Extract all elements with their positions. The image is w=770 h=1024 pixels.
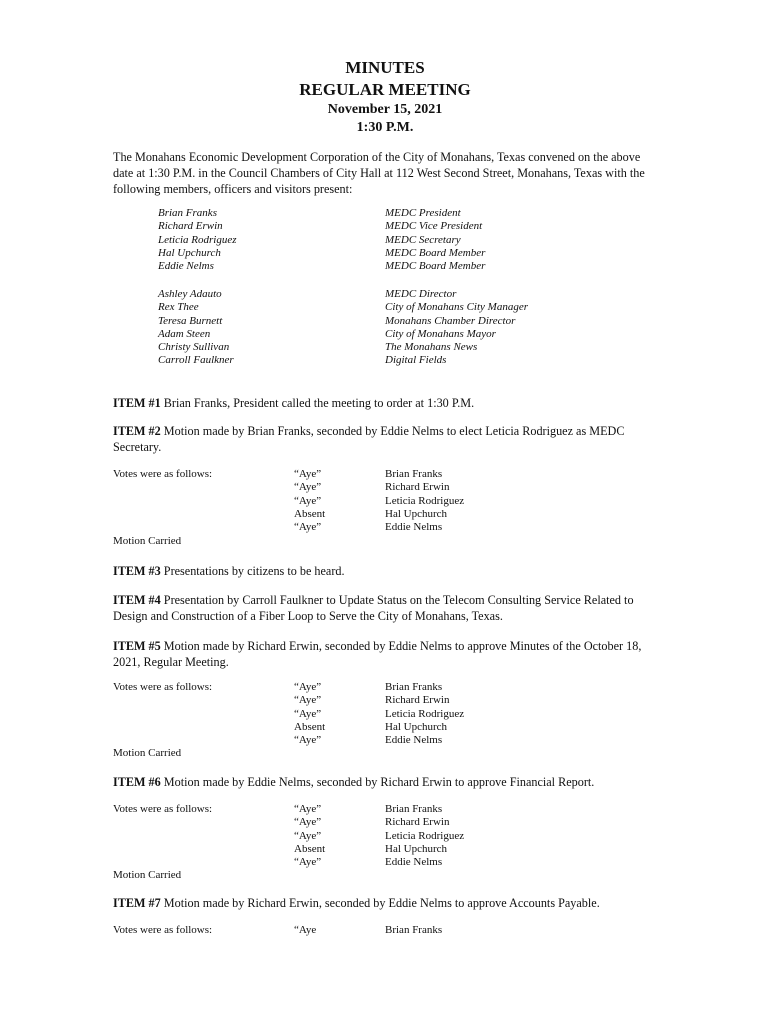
motion-carried: Motion Carried [113,535,182,547]
vote-values [294,803,325,869]
agenda-item-3 [113,563,663,579]
item-text: Motion made by Richard Erwin, seconded by Eddie Nelms to approve Minutes of the October 18, 2021, Regular Meeting. [113,639,642,669]
voter-name: Hal Upchurch [385,507,448,520]
item-label: ITEM #3 [113,564,161,578]
attendee-name: Brian Franks [158,207,217,219]
attendee-role: MEDC Vice President [385,220,483,233]
item-text: Motion made by Brian Franks, seconded by Eddie Nelms to elect Leticia Rodriguez as MEDC Secretary. [113,424,625,454]
voter-name: Richard Erwin [385,816,450,829]
vote-value: “Aye” [294,707,322,720]
vote-value: Absent [294,842,326,855]
vote-value: “Aye” [294,521,322,534]
voter-name: Eddie Nelms [385,734,443,747]
item-text: Motion made by Eddie Nelms, seconded by Richard Erwin to approve Financial Report. [160,775,595,789]
voter-name: Richard Erwin [385,481,450,494]
attendee-role: MEDC Board Member [385,246,486,259]
voter-name: Richard Erwin [385,694,450,707]
attendee-name: Richard Erwin [158,220,223,233]
agenda-item-7 [113,895,663,911]
item-label: ITEM #2 [113,424,161,438]
votes-label: Votes were as follows: [113,803,213,815]
vote-values [294,468,325,534]
votes-label: Votes were as follows: [113,681,213,693]
agenda-item-6 [113,774,663,790]
attendee-name: Eddie Nelms [158,260,214,273]
item-text: Presentation by Carroll Faulkner to Update Status on the Telecom Consulting Service Related to Design and Construction of a Fiber Loop to Serve the City of Monahans, Texas. [113,593,634,623]
voter-name: Hal Upchurch [385,720,448,733]
attendee-role: Monahans Chamber Director [385,314,516,327]
voter-name: Leticia Rodriguez [385,829,465,842]
meeting-time: 1:30 P.M. [356,120,414,135]
vote-value: “Aye” [294,468,322,480]
motion-carried: Motion Carried [113,747,182,759]
agenda-item-2 [113,423,663,455]
item-label: ITEM #4 [113,593,161,607]
doc-title: MINUTES [345,58,425,77]
attendee-name: Ashley Adauto [158,288,222,300]
vote-names [385,803,464,869]
agenda-item-4 [113,592,663,624]
vote-value: “Aye” [294,803,322,815]
intro-paragraph: The Monahans Economic Development Corporation of the City of Monahans, Texas convened on the above date at 1:30 P.M. in the Council Chambers of City Hall at 112 West Second Street, Monahans, Texas with the following members, officers and visitors present: [113,150,645,196]
attendee-role: City of Monahans Mayor [385,327,496,340]
attendee-role: MEDC Secretary [385,233,461,246]
item-label: ITEM #7 [113,896,161,910]
vote-value: “Aye” [294,681,322,693]
meeting-date: November 15, 2021 [327,102,443,117]
attendee-name: Hal Upchurch [158,246,221,259]
item-text: Brian Franks, President called the meeting to order at 1:30 P.M. [160,396,475,410]
vote-names [385,924,442,937]
attendee-name: Adam Steen [158,327,211,340]
other-roles [385,288,528,368]
vote-value: “Aye” [294,481,322,494]
attendee-name: Leticia Rodriguez [158,233,237,246]
attendee-role: MEDC Director [385,288,457,300]
vote-value: “Aye [294,924,317,936]
attendee-role: The Monahans News [385,341,478,354]
vote-value: Absent [294,720,326,733]
voter-name: Leticia Rodriguez [385,494,465,507]
voter-name: Hal Upchurch [385,842,448,855]
voter-name: Brian Franks [385,924,443,936]
vote-names [385,681,464,747]
item-text: Motion made by Richard Erwin, seconded by Eddie Nelms to approve Accounts Payable. [160,896,600,910]
attendee-name: Rex Thee [158,301,199,314]
item-text: Presentations by citizens to be heard. [160,564,345,578]
vote-value: “Aye” [294,829,322,842]
agenda-item-1 [113,395,663,411]
attendee-name: Christy Sullivan [158,341,230,354]
vote-value: “Aye” [294,856,322,869]
attendee-role: Digital Fields [385,354,447,367]
item-label: ITEM #1 [113,396,161,410]
vote-value: “Aye” [294,734,322,747]
voter-name: Brian Franks [385,803,443,815]
vote-values [294,924,316,937]
vote-value: “Aye” [294,816,322,829]
attendee-role: MEDC Board Member [385,260,486,273]
attendee-role: MEDC President [385,207,461,219]
voter-name: Eddie Nelms [385,521,443,534]
vote-value: “Aye” [294,494,322,507]
member-roles [385,207,485,273]
attendee-name: Teresa Burnett [158,314,223,327]
voter-name: Leticia Rodriguez [385,707,465,720]
other-names [158,288,234,368]
member-names [158,207,237,273]
agenda-item-5 [113,638,663,670]
vote-value: Absent [294,507,326,520]
doc-subtitle: REGULAR MEETING [299,80,471,99]
vote-value: “Aye” [294,694,322,707]
motion-carried: Motion Carried [113,869,182,881]
voter-name: Brian Franks [385,468,443,480]
voter-name: Brian Franks [385,681,443,693]
votes-label: Votes were as follows: [113,924,213,936]
voter-name: Eddie Nelms [385,856,443,869]
item-label: ITEM #6 [113,775,161,789]
item-label: ITEM #5 [113,639,161,653]
votes-label: Votes were as follows: [113,468,213,480]
attendee-name: Carroll Faulkner [158,354,234,367]
attendee-role: City of Monahans City Manager [385,301,528,314]
vote-names [385,468,464,534]
vote-values [294,681,325,747]
